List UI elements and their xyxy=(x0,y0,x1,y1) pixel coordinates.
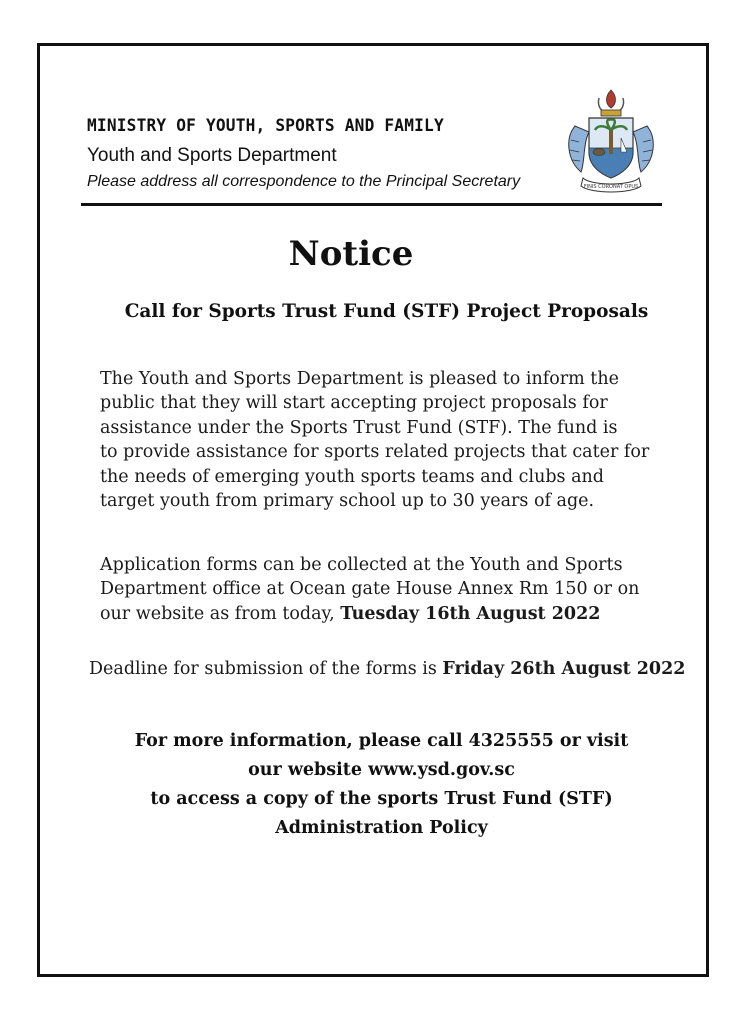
header-divider xyxy=(81,203,662,206)
paragraph-line xyxy=(100,602,690,626)
website-date-prefix: our website as from today, xyxy=(100,603,341,624)
info-line: For more information, please call 4325555 or visit xyxy=(134,731,629,751)
deadline-prefix: Deadline for submission of the forms is xyxy=(89,659,443,679)
application-paragraph xyxy=(100,553,690,626)
paragraph-line: the needs of emerging youth sports teams and clubs and xyxy=(100,466,605,487)
info-line: Administration Policy xyxy=(275,818,488,838)
svg-text:FINIS CORONAT OPUS: FINIS CORONAT OPUS xyxy=(583,184,639,190)
info-line: to access a copy of the sports Trust Fund (STF) xyxy=(150,789,613,809)
correspondence-note: Please address all correspondence to the Principal Secretary xyxy=(87,173,521,190)
contact-info xyxy=(0,727,751,843)
paragraph-line: Application forms can be collected at the Youth and Sports xyxy=(100,555,623,575)
department-name: Youth and Sports Department xyxy=(87,145,337,166)
paragraph-line: The Youth and Sports Department is pleased to inform the xyxy=(100,369,619,389)
paragraph-line: to provide assistance for sports related projects that cater for xyxy=(100,442,650,463)
coat-of-arms-icon xyxy=(561,86,661,196)
intro-paragraph xyxy=(100,367,690,513)
paragraph-line: assistance under the Sports Trust Fund (STF). The fund is xyxy=(100,417,618,438)
ministry-name: MINISTRY OF YOUTH, SPORTS AND FAMILY xyxy=(87,116,444,136)
deadline-date: Friday 26th August 2022 xyxy=(442,659,686,679)
deadline-line xyxy=(89,659,685,679)
paragraph-line: public that they will start accepting project proposals for xyxy=(100,393,608,414)
opening-date: Tuesday 16th August 2022 xyxy=(340,603,601,624)
notice-title: Notice xyxy=(288,234,414,274)
paragraph-line: Department office at Ocean gate House Annex Rm 150 or on xyxy=(100,579,640,600)
notice-subtitle: Call for Sports Trust Fund (STF) Project Proposals xyxy=(124,301,649,322)
paragraph-line: target youth from primary school up to 30 years of age. xyxy=(100,491,595,512)
info-line: our website www.ysd.gov.sc xyxy=(248,760,515,780)
